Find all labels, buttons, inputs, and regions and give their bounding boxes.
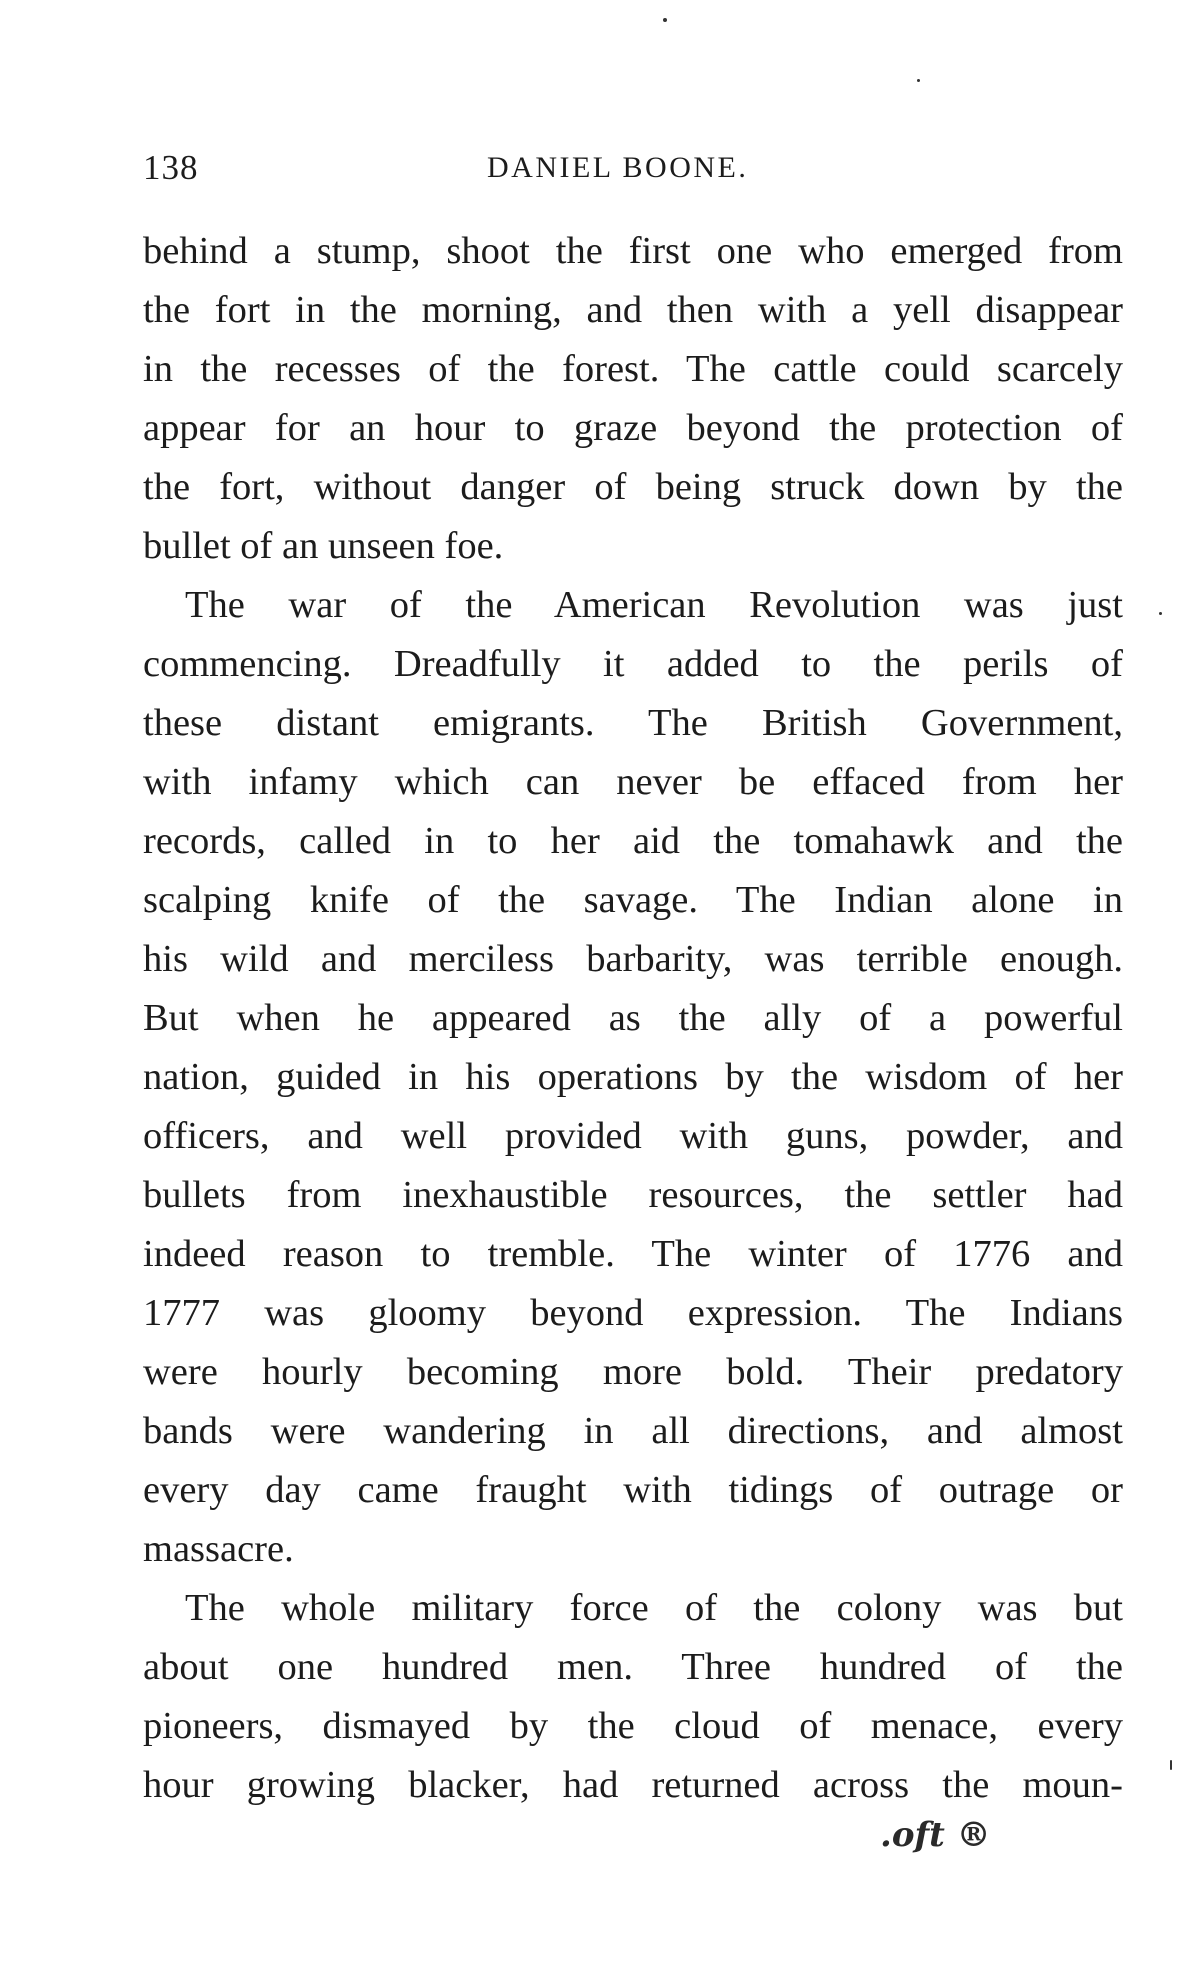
text-line: these distant emigrants. The British Government, — [143, 702, 1123, 744]
text-line: about one hundred men. Three hundred of the — [143, 1646, 1123, 1688]
text-line: bands were wandering in all directions, and almost — [143, 1410, 1123, 1452]
text-line: officers, and well provided with guns, powder, and — [143, 1115, 1123, 1157]
text-line: The war of the American Revolution was just — [185, 584, 1123, 626]
body-text — [143, 222, 1123, 1815]
text-line: 1777 was gloomy beyond expression. The Indians — [143, 1292, 1123, 1334]
text-line: The whole military force of the colony was but — [185, 1587, 1123, 1629]
text-line: with infamy which can never be effaced from her — [143, 761, 1123, 803]
text-line: hour growing blacker, had returned across the moun- — [143, 1764, 1123, 1806]
text-line: commencing. Dreadfully it added to the perils of — [143, 643, 1123, 685]
text-line: scalping knife of the savage. The Indian alone in — [143, 879, 1123, 921]
text-line: pioneers, dismayed by the cloud of menace, every — [143, 1705, 1123, 1747]
text-line: behind a stump, shoot the first one who emerged from — [143, 230, 1123, 272]
text-line: his wild and merciless barbarity, was terrible enough. — [143, 938, 1123, 980]
text-line: the fort in the morning, and then with a yell disappear — [143, 289, 1123, 331]
text-line: records, called in to her aid the tomahawk and the — [143, 820, 1123, 862]
text-line: bullet of an unseen foe. — [143, 525, 504, 567]
text-line: nation, guided in his operations by the wisdom of her — [143, 1056, 1123, 1098]
text-line: were hourly becoming more bold. Their predatory — [143, 1351, 1123, 1393]
text-line: appear for an hour to graze beyond the protection of — [143, 407, 1123, 449]
text-line: massacre. — [143, 1528, 294, 1570]
page-number: 138 — [143, 148, 199, 187]
scan-speck — [1159, 612, 1162, 615]
text-line: bullets from inexhaustible resources, the settler had — [143, 1174, 1123, 1216]
footer-mark: .oft ® — [880, 1815, 991, 1855]
scan-speck — [1170, 1760, 1172, 1770]
text-line: every day came fraught with tidings of outrage or — [143, 1469, 1123, 1511]
text-line: But when he appeared as the ally of a powerful — [143, 997, 1123, 1039]
text-line: indeed reason to tremble. The winter of 1776 and — [143, 1233, 1123, 1275]
text-line: in the recesses of the forest. The cattle could scarcely — [143, 348, 1123, 390]
page-header — [143, 148, 1123, 200]
text-line: the fort, without danger of being struck down by the — [143, 466, 1123, 508]
running-title: DANIEL BOONE. — [487, 151, 749, 184]
scan-speck — [663, 18, 667, 22]
scan-speck — [917, 79, 920, 82]
